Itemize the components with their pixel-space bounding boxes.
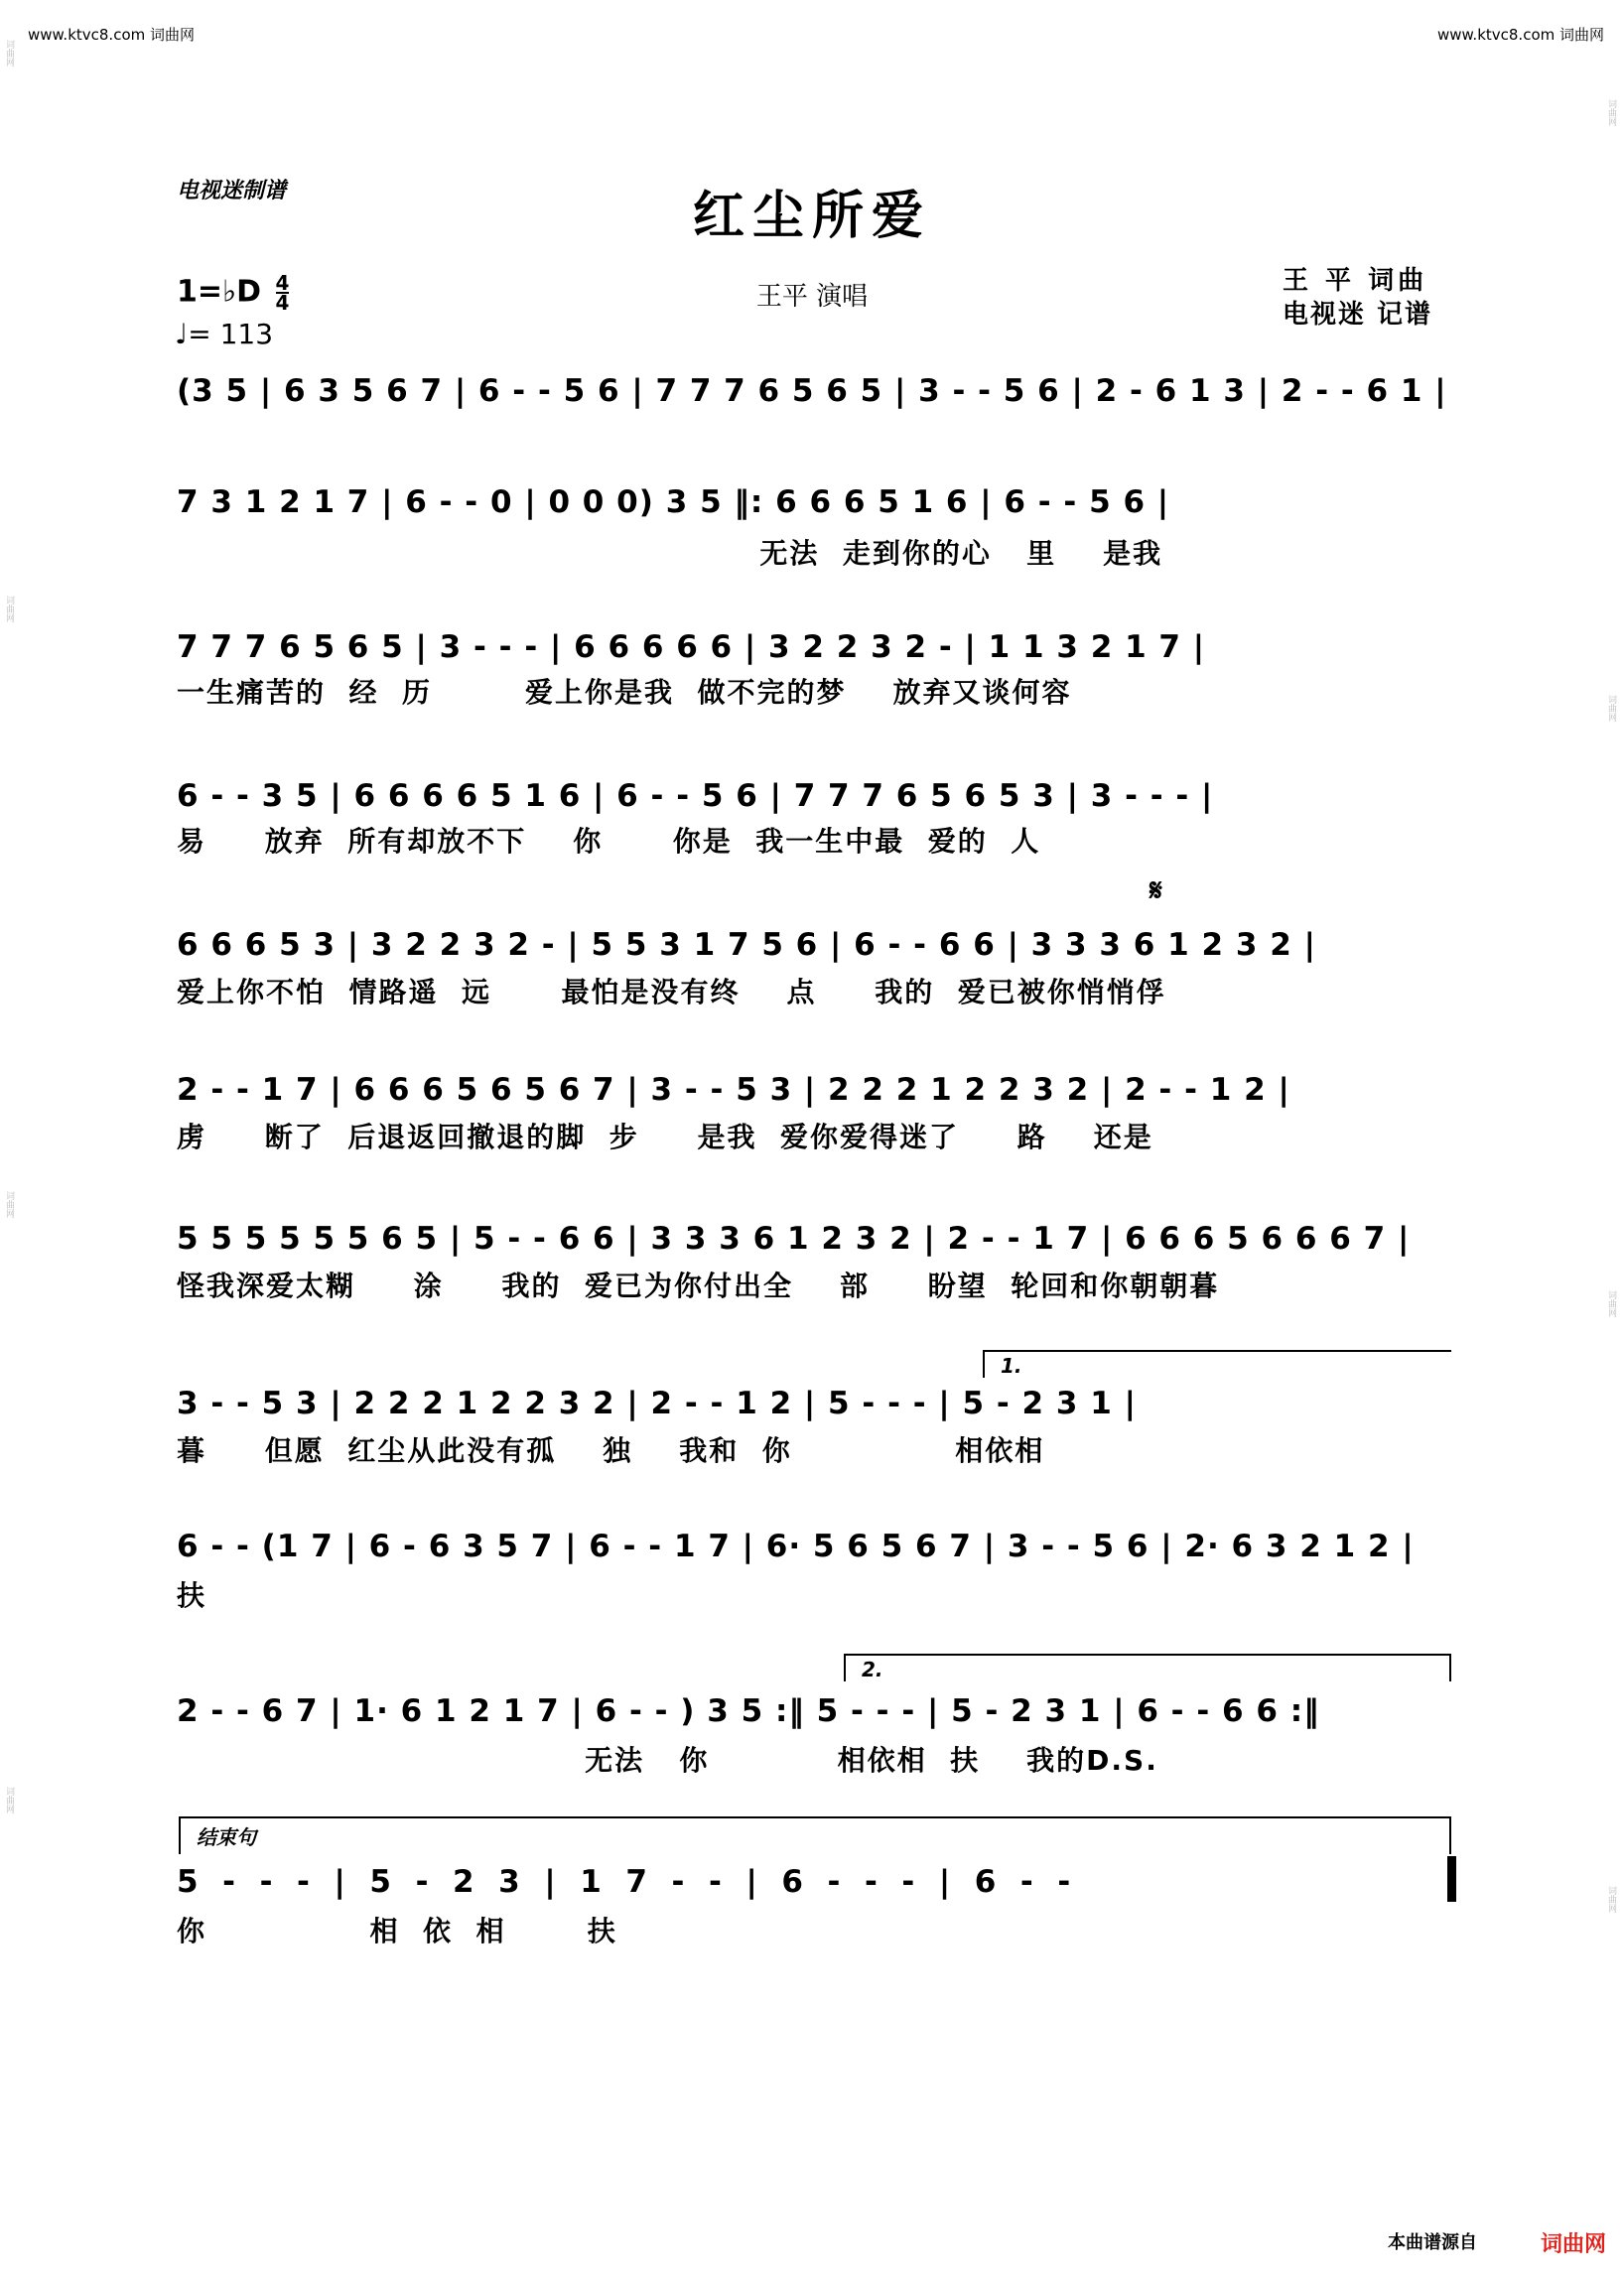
notation-line-5: 6 6 6 5 3 | 3 2 2 3 2 - | 5 5 3 1 7 5 6 | 6 - - 6 6 | 3 3 3 6 1 2 3 2 | <box>177 927 1316 963</box>
footer-logo[interactable]: 词曲网 <box>1541 2232 1607 2257</box>
second-ending-bracket <box>844 1654 1451 1681</box>
lyric-line-7: 怪我深爱太糊 涂 我的 爱已为你付出全 部 盼望 轮回和你朝朝暮 <box>177 1270 1220 1302</box>
notation-line-11: 5 - - - | 5 - 2 3 | 1 7 - - | 6 - - - | 6 - - <box>177 1864 1072 1900</box>
time-bottom: 4 <box>275 291 290 315</box>
notation-line-8: 3 - - 5 3 | 2 2 2 1 2 2 3 2 | 2 - - 1 2 | 5 - - - | 5 - 2 3 1 | <box>177 1386 1137 1421</box>
notation-line-10: 2 - - 6 7 | 1· 6 1 2 1 7 | 6 - - ) 3 5 :‖ 5 - - - | 5 - 2 3 1 | 6 - - 6 6 :‖ <box>177 1693 1320 1729</box>
footer-source: 本曲谱源自 <box>1388 2232 1477 2253</box>
notation-line-1: (3 5 | 6 3 5 6 7 | 6 - - 5 6 | 7 7 7 6 5 6 5 | 3 - - 5 6 | 2 - 6 1 3 | 2 - - 6 1 | <box>177 373 1447 409</box>
first-ending-bracket <box>983 1350 1451 1378</box>
key-label: 1=♭D <box>177 274 262 310</box>
lyric-line-11: 你 相 依 相 扶 <box>177 1915 617 1947</box>
lyric-line-3: 一生痛苦的 经 历 爱上你是我 做不完的梦 放弃又谈何容 <box>177 676 1072 709</box>
side-watermark-left: 词曲网 <box>4 40 14 67</box>
side-watermark-right: 词曲网 <box>1606 1290 1616 1317</box>
lyric-line-2: 无法 走到你的心 里 是我 <box>177 537 1163 570</box>
lyric-line-9: 扶 <box>177 1579 207 1612</box>
lyric-line-10: 无法 你 相依相 扶 我的D.S. <box>177 1744 1158 1777</box>
side-watermark-right: 词曲网 <box>1606 695 1616 722</box>
ending-bracket <box>179 1816 1451 1854</box>
page-title: 红尘所爱 <box>692 186 931 246</box>
site-url-left: www.ktvc8.com 词曲网 <box>28 26 196 44</box>
lyric-line-8: 暮 但愿 红尘从此没有孤 独 我和 你 相依相 <box>177 1434 1045 1467</box>
notation-credit: 电视迷 记谱 <box>1283 300 1433 330</box>
notation-line-4: 6 - - 3 5 | 6 6 6 6 5 1 6 | 6 - - 5 6 | 7 7 7 6 5 6 5 3 | 3 - - - | <box>177 778 1214 814</box>
side-watermark-right: 词曲网 <box>1606 99 1616 126</box>
time-top: 4 <box>275 271 290 295</box>
side-watermark-right: 词曲网 <box>1606 1886 1616 1913</box>
singer-credit: 王平 演唱 <box>755 282 869 312</box>
segno-sign: 𝄋 <box>1150 873 1162 908</box>
side-watermark-left: 词曲网 <box>4 1191 14 1218</box>
ending-label: 结束句 <box>197 1825 256 1849</box>
notation-line-6: 2 - - 1 7 | 6 6 6 5 6 5 6 7 | 3 - - 5 3 | 2 2 2 1 2 2 3 2 | 2 - - 1 2 | <box>177 1072 1290 1108</box>
notation-line-9: 6 - - (1 7 | 6 - 6 3 5 7 | 6 - - 1 7 | 6· 5 6 5 6 7 | 3 - - 5 6 | 2· 6 3 2 1 2 | <box>177 1529 1415 1564</box>
lyric-line-4: 易 放弃 所有却放不下 你 你是 我一生中最 爱的 人 <box>177 825 1041 858</box>
side-watermark-left: 词曲网 <box>4 596 14 622</box>
lyric-line-5: 爱上你不怕 情路遥 远 最怕是没有终 点 我的 爱已被你悄悄俘 <box>177 976 1166 1008</box>
score-maker: 电视迷制谱 <box>177 179 287 203</box>
second-ending-label: 2. <box>862 1658 883 1681</box>
notation-line-3: 7 7 7 6 5 6 5 | 3 - - - | 6 6 6 6 6 | 3 2 2 3 2 - | 1 1 3 2 1 7 | <box>177 629 1206 665</box>
lyric-line-6: 虏 断了 后退返回撤退的脚 步 是我 爱你爱得迷了 路 还是 <box>177 1121 1153 1153</box>
lyrics-credit: 王 平 词曲 <box>1283 266 1428 296</box>
notation-line-7: 5 5 5 5 5 5 6 5 | 5 - - 6 6 | 3 3 3 6 1 2 3 2 | 2 - - 1 7 | 6 6 6 5 6 6 6 7 | <box>177 1221 1411 1257</box>
first-ending-label: 1. <box>1001 1354 1022 1378</box>
tempo-marking: ♩= 113 <box>175 318 274 350</box>
side-watermark-left: 词曲网 <box>4 1787 14 1813</box>
notation-line-2: 7 3 1 2 1 7 | 6 - - 0 | 0 0 0) 3 5 ‖: 6 6 6 5 1 6 | 6 - - 5 6 | <box>177 484 1170 520</box>
site-url-right: www.ktvc8.com 词曲网 <box>1437 26 1605 44</box>
final-barline <box>1447 1856 1456 1902</box>
